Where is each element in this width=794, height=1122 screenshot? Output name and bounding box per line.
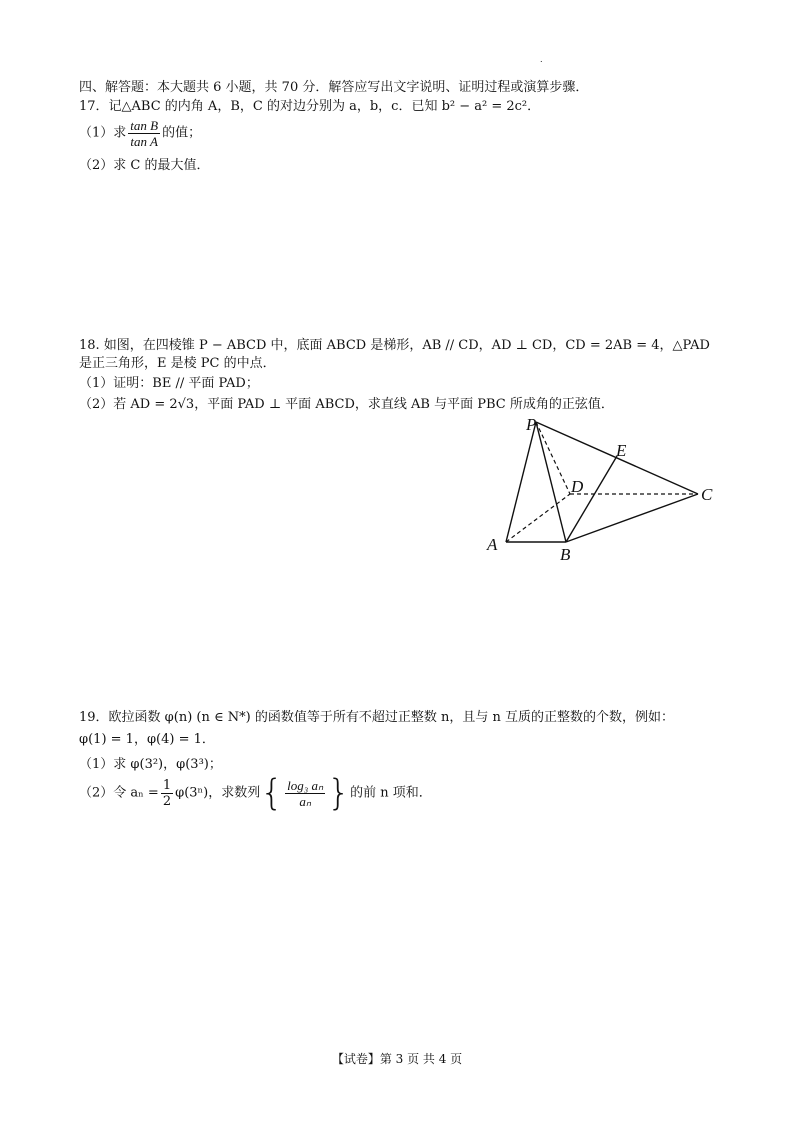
- q18-stem-line2: 是正三角形，E 是棱 PC 的中点．: [79, 356, 276, 371]
- label-A: A: [487, 535, 498, 554]
- label-P: P: [526, 415, 537, 434]
- q17-stem: 17．记△ABC 的内角 A，B，C 的对边分别为 a，b，c．已知 b² − a² = 2c²．: [79, 99, 541, 114]
- left-brace-icon: {: [260, 772, 284, 814]
- label-E: E: [616, 441, 627, 460]
- q17-part1-suffix: 的值；: [162, 125, 202, 141]
- q19-part2-prefix: （2）令 aₙ =: [79, 785, 159, 801]
- edge-PD-hidden: [536, 422, 570, 494]
- q19-seq-fraction: [285, 778, 325, 809]
- q19-part1: （1）求 φ(3²)，φ(3³)；: [79, 757, 222, 772]
- q17-fraction: [128, 118, 160, 149]
- q19-half-fraction: [161, 778, 173, 809]
- q19-part2-mid: φ(3ⁿ)，求数列: [175, 785, 261, 801]
- q19-half-num: 1: [162, 778, 172, 793]
- q17-part1-prefix: （1）求: [79, 125, 127, 141]
- q19-half-den: 2: [162, 794, 172, 809]
- edge-PB: [536, 422, 566, 542]
- q19-part2: [79, 772, 432, 824]
- label-C: C: [701, 485, 713, 504]
- edge-BC: [566, 494, 698, 542]
- q18-stem-line1: 18. 如图，在四棱锥 P − ABCD 中，底面 ABCD 是梯形，AB // CD，AD ⊥ CD，CD = 2AB = 4，△PAD: [79, 338, 710, 353]
- page-footer: 【试卷】第 3 页 共 4 页: [331, 1052, 463, 1066]
- q17-part1: [79, 118, 201, 154]
- q19-stem-line2: φ(1) = 1，φ(4) = 1．: [79, 732, 215, 747]
- q17-fraction-den: tan A: [130, 134, 158, 149]
- q18-part1: （1）证明：BE // 平面 PAD；: [79, 376, 259, 391]
- edge-PA: [506, 422, 536, 542]
- segment-BE: [566, 456, 617, 542]
- q19-part2-suffix: 的前 n 项和．: [350, 785, 432, 801]
- q19-stem-line1: 19．欧拉函数 φ(n) (n ∈ N*) 的函数值等于所有不超过正整数 n，且与 n 互质的正整数的个数，例如：: [79, 710, 674, 725]
- q18-part2: （2）若 AD = 2√3，平面 PAD ⊥ 平面 ABCD，求直线 AB 与平面 PBC 所成角的正弦值．: [79, 397, 614, 412]
- q19-seq-den: aₙ: [299, 794, 312, 809]
- q17-part2: （2）求 C 的最大值．: [79, 158, 210, 173]
- stray-dot: .: [540, 55, 543, 64]
- right-brace-icon: }: [327, 772, 351, 814]
- section-heading: 四、解答题：本大题共 6 小题，共 70 分．解答应写出文字说明、证明过程或演算步骤．: [79, 80, 589, 95]
- label-D: D: [571, 477, 584, 496]
- q19-seq-num: log₃ aₙ: [287, 778, 324, 793]
- pyramid-figure: [480, 414, 730, 564]
- label-B: B: [560, 545, 571, 564]
- q17-fraction-num: tan B: [130, 118, 159, 133]
